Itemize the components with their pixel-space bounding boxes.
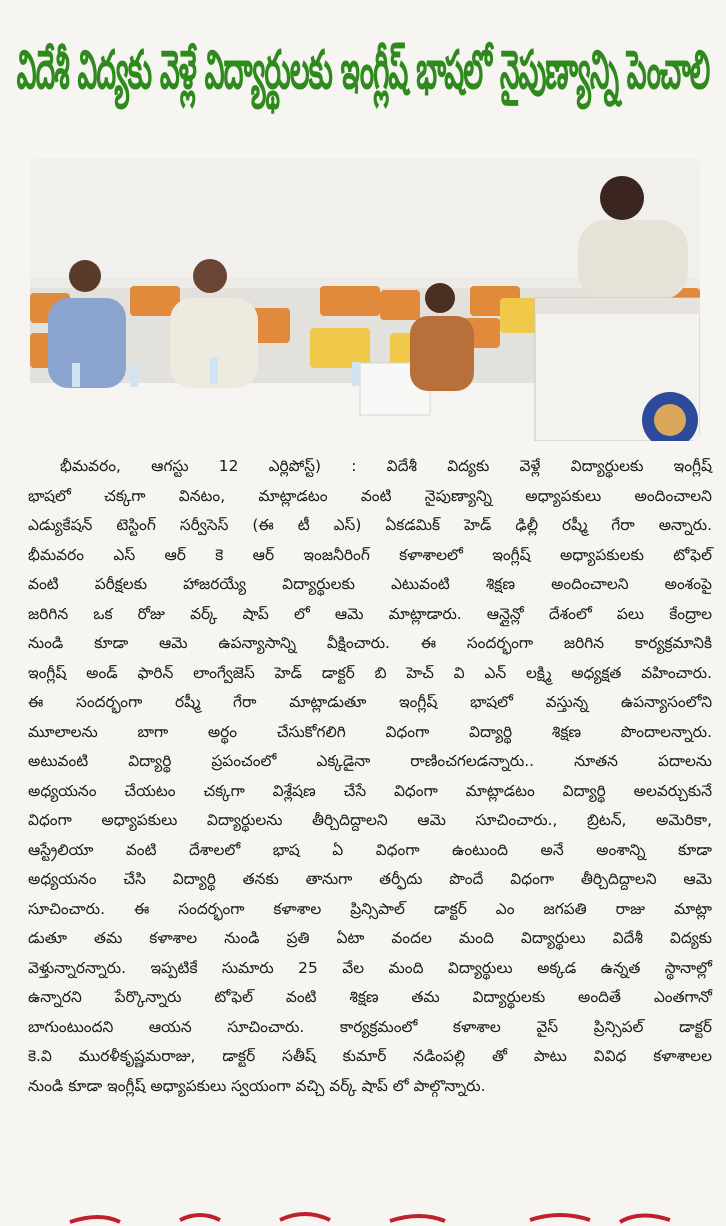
article-line: అధ్యయనం చేయటం చక్కగా విశ్లేషణ చేసే విధంగా మాట్లాడటం విద్యార్థి అలవర్చుకునే (28, 781, 712, 800)
photo-illustration (30, 158, 700, 441)
podium (535, 298, 700, 441)
article-line: ఎడ్యుకేషన్ టెస్టింగ్ సర్వీసెస్ (ఈ టీ ఎస్) ఏకడమిక్ హెడ్ ఢిల్లీ రష్మీ గేరా అన్నారు. (28, 516, 712, 534)
article-line: కె.వి మురళీకృష్ణమరాజు, డాక్టర్ సతీష్ కుమార్ నడింపల్లి తో పాటు వివిధ కళాశాలల (28, 1047, 712, 1065)
article-line: సూచించారు. ఈ సందర్భంగా కళాశాల ప్రిన్సిపాల్ డాక్టర్ ఎం జగపతి రాజు మాట్లా (28, 899, 712, 918)
article-line: మూలాలను బాగా అర్థం చేసుకోగలిగి విధంగా విద్యార్థి శిక్షణ పొందాలన్నారు. (28, 722, 712, 741)
article-line: విధంగా అధ్యాపకులు విద్యార్థులను తీర్చిదిద్దాలని ఆమె సూచించారు., బ్రిటన్, అమెరికా, (28, 811, 712, 829)
article-line: ఉన్నారని పేర్కొన్నారు టోఫెల్ వంటి శిక్షణ తమ విద్యార్థులకు అందితే ఎంతగానో (28, 988, 712, 1006)
article-line: వెళ్తున్నారన్నారు. ఇప్పటికే సుమారు 25 వేల మంది విద్యార్థులు అక్కడ ఉన్నత స్థానాల్లో (28, 958, 712, 977)
article-line: జరిగిన ఒక రోజు వర్క్ షాప్ లో ఆమె మాట్లాడారు. ఆన్లైన్లో దేశంలో పలు కేంద్రాల (28, 604, 712, 623)
article-body (28, 452, 712, 1101)
article-line: డుతూ తమ కళాశాల నుండి ప్రతి ఏటా వందల మంది విద్యార్థులు విదేశీ విద్యకు (28, 929, 712, 947)
article-line: వంటి పరీక్షలకు హాజరయ్యే విద్యార్థులకు ఎటువంటి శిక్షణ అందించాలని అంశంపై (28, 575, 712, 593)
article-line: నుండి కూడా ఆమె ఉపన్యాసాన్ని వీక్షించారు. ఈ సందర్భంగా జరిగిన కార్యక్రమానికి (28, 634, 712, 652)
article-line: భీమవరం, ఆగస్టు 12 ఎర్లిపోస్ట్) : విదేశీ విద్యకు వెళ్లే విద్యార్థులకు ఇంగ్లీష్ (60, 457, 712, 475)
article-line: అటువంటి విద్యార్థి ప్రపంచంలో ఎక్కడైనా రాణించగలడన్నారు.. నూతన పదాలను (28, 752, 712, 770)
news-photo (30, 158, 700, 441)
article-line: ఈ సందర్భంగా రష్మీ గేరా మాట్లాడుతూ ఇంగ్లీష్ భాషలో వస్తున్న ఉపన్యాసంలోని (28, 693, 712, 711)
article-line: ఆస్ట్రేలియా వంటి దేశాలలో భాష ఏ విధంగా ఉంటుంది అనే అంశాన్ని కూడా (28, 840, 712, 859)
next-article-headline-cropped (60, 1206, 690, 1226)
article-line: భాషలో చక్కగా వినటం, మాట్లాడటం వంటి నైపుణ్యాన్ని అధ్యాపకులు అందించాలని (28, 486, 712, 505)
article-line: భీమవరం ఎస్ ఆర్ కె ఆర్ ఇంజనీరింగ్ కళాశాలలో ఇంగ్లీష్ అధ్యాపకులకు టోఫెల్ (28, 545, 712, 564)
article-line: నుండి కూడా ఇంగ్లీష్ అధ్యాపకులు స్వయంగా వచ్చి వర్క్ షాప్ లో పాల్గొన్నారు. (28, 1076, 486, 1095)
table (30, 383, 590, 441)
article-line: ఇంగ్లీష్ అండ్ ఫారిన్ లాంగ్వేజెస్ హెడ్ డాక్టర్ బి హెచ్ వి ఎన్ లక్ష్మి అధ్యక్షత వహించారు. (28, 663, 712, 682)
article-line: బాగుంటుందని ఆయన సూచించారు. కార్యక్రమంలో కళాశాల వైస్ ప్రిన్సిపల్ డాక్టర్ (28, 1017, 712, 1036)
article-line: అధ్యయనం చేసి విద్యార్థి తనకు తానుగా తర్ఫీదు పొందే విధంగా తీర్చిదిద్దాలని ఆమె (28, 870, 712, 888)
headline: విదేశీ విద్యకు వెళ్లే విద్యార్థులకు ఇంగ్లీష్ భాషలో నైపుణ్యాన్ని పెంచాలి (16, 38, 710, 102)
